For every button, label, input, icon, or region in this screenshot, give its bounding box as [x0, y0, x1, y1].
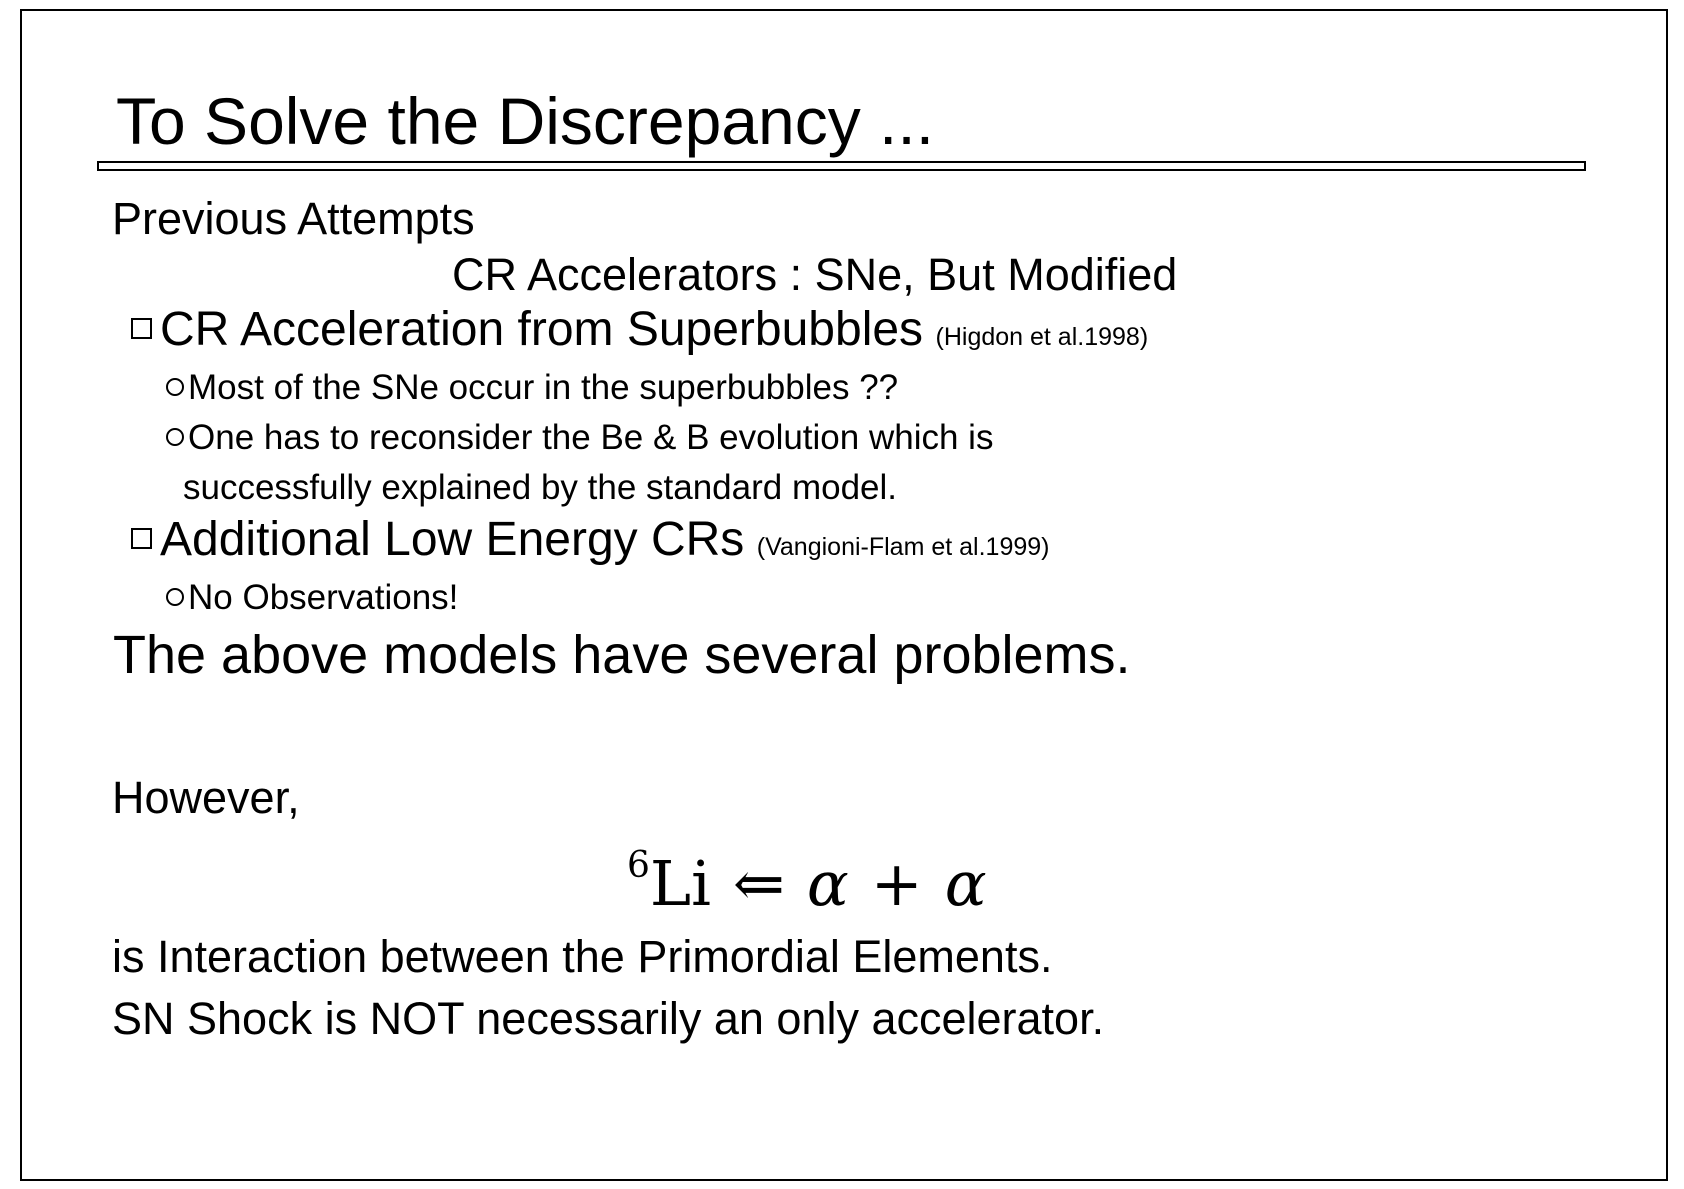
- mass-number: 6: [627, 845, 650, 886]
- sub-item-text: Most of the SNe occur in the superbubbles ??: [188, 368, 899, 407]
- square-bullet-icon: [131, 318, 152, 339]
- circle-bullet-icon: [166, 378, 184, 396]
- item-citation: (Vangioni-Flam et al.1999): [756, 533, 1050, 561]
- conclusion: The above models have several problems.: [113, 625, 1131, 685]
- sub-item-continuation: successfully explained by the standard model.: [183, 468, 898, 507]
- alpha-symbol: α: [806, 847, 849, 920]
- alpha-symbol: α: [944, 847, 987, 920]
- title-underline: [97, 161, 1586, 171]
- list-item: [131, 513, 1050, 566]
- closing-line: is Interaction between the Primordial Elements.: [112, 931, 1053, 982]
- element-symbol: Li: [649, 847, 711, 920]
- plus-symbol: +: [870, 847, 923, 920]
- slide-title: To Solve the Discrepancy ...: [116, 84, 935, 158]
- sub-item-text: No Observations!: [188, 578, 459, 617]
- circle-bullet-icon: [166, 588, 184, 606]
- reaction-equation: [627, 845, 987, 920]
- sub-list-item: [166, 370, 898, 405]
- item-label: CR Acceleration from Superbubbles: [160, 303, 924, 356]
- sub-list-item: [166, 420, 993, 455]
- section-heading: Previous Attempts: [112, 193, 475, 244]
- square-bullet-icon: [131, 528, 152, 549]
- item-citation: (Higdon et al.1998): [935, 323, 1149, 351]
- closing-line: SN Shock is NOT necessarily an only accelerator.: [112, 993, 1105, 1044]
- subheading: CR Accelerators : SNe, But Modified: [452, 249, 1178, 300]
- left-arrow-icon: ⇐: [732, 847, 785, 920]
- sub-item-text: One has to reconsider the Be & B evolution which is: [188, 418, 994, 457]
- circle-bullet-icon: [166, 428, 184, 446]
- sub-list-item: [166, 580, 458, 615]
- item-label: Additional Low Energy CRs: [160, 513, 745, 566]
- however-text: However,: [112, 772, 300, 823]
- list-item: [131, 303, 1149, 356]
